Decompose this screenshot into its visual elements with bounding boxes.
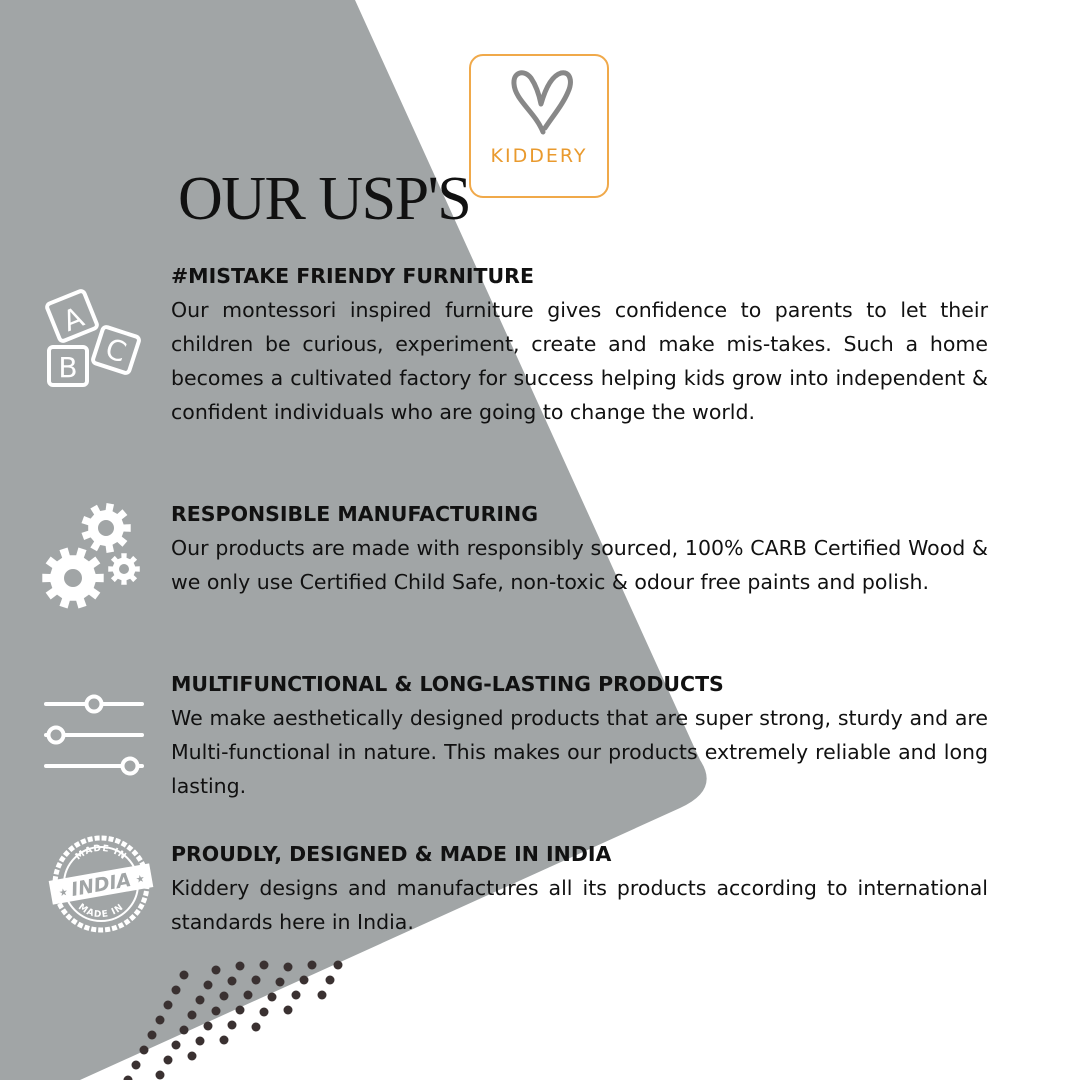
decorative-dot [180, 1026, 189, 1035]
decorative-dot [204, 1022, 213, 1031]
stamp-center-text: INDIA [69, 868, 133, 902]
usp-heading: PROUDLY, DESIGNED & MADE IN INDIA [171, 842, 612, 866]
usp-heading: #MISTAKE FRIENDY FURNITURE [171, 264, 534, 288]
decorative-dot [284, 963, 293, 972]
decorative-dot [172, 986, 181, 995]
decorative-dot [204, 981, 213, 990]
decorative-dot [228, 1021, 237, 1030]
decorative-dot [236, 1006, 245, 1015]
block-letter-c: C [101, 331, 131, 370]
decorative-dot [326, 976, 335, 985]
brand-name: KIDDERY [490, 145, 588, 167]
usp-made-in-india [171, 837, 988, 939]
usp-mistake-friendly [171, 259, 988, 429]
svg-text:MADE IN [74, 844, 128, 863]
brand-logo [469, 54, 609, 198]
decorative-dot [244, 991, 253, 1000]
usp-body: Kiddery designs and manufactures all its products according to international standards here in India. [171, 876, 988, 934]
decorative-dot [252, 1023, 261, 1032]
decorative-dot [132, 1061, 141, 1070]
gear-big-shape [42, 547, 103, 608]
heart-icon [507, 64, 575, 144]
sliders-icon [44, 692, 144, 778]
made-in-india-stamp-icon [46, 834, 156, 934]
block-letter-b: B [58, 351, 78, 384]
decorative-dot [334, 961, 343, 970]
stamp-bottom-text: MADE IN [76, 902, 126, 921]
usp-body: We make aesthetically designed products that are super strong, sturdy and are Multi-functional in nature. This makes our products extremely reliable and long lasting. [171, 706, 988, 798]
decorative-dot [236, 962, 245, 971]
gears-icon [40, 500, 144, 614]
decorative-dot [300, 976, 309, 985]
decorative-dot [220, 1036, 229, 1045]
abc-blocks-icon [40, 288, 146, 394]
usp-body: Our products are made with responsibly sourced, 100% CARB Certified Wood & we only use Certified Child Safe, non-toxic & odour free paints and polish. [171, 536, 988, 594]
page-title: OUR USP'S [178, 165, 471, 233]
decorative-dot [228, 977, 237, 986]
decorative-dot [164, 1056, 173, 1065]
decorative-dot [124, 1076, 133, 1080]
decorative-dot [276, 978, 285, 987]
decorative-dot [164, 1001, 173, 1010]
decorative-dot [268, 993, 277, 1002]
block-letter-a: A [58, 300, 89, 339]
decorative-dot [156, 1071, 165, 1080]
decorative-dot [180, 971, 189, 980]
decorative-dot [172, 1041, 181, 1050]
decorative-dot [140, 1046, 149, 1055]
svg-text:★: ★ [58, 886, 69, 900]
decorative-dot [220, 992, 229, 1001]
decorative-dot [252, 976, 261, 985]
gear-small-shape [108, 553, 140, 585]
usp-multifunctional [171, 667, 988, 803]
decorative-dot [318, 991, 327, 1000]
decorative-dot [196, 996, 205, 1005]
decorative-dot [292, 991, 301, 1000]
usp-responsible-manufacturing [171, 497, 988, 599]
decorative-dot [212, 1007, 221, 1016]
decorative-dot [212, 966, 221, 975]
decorative-dot [156, 1016, 165, 1025]
decorative-dot [196, 1037, 205, 1046]
decorative-dot [148, 1031, 157, 1040]
stamp-top-text: MADE IN [73, 843, 129, 863]
svg-text:★: ★ [134, 873, 146, 886]
decorative-dot [188, 1011, 197, 1020]
usp-body: Our montessori inspired furniture gives confidence to parents to let their children be curious, experiment, create and make mis-takes. Such a home becomes a cultivated factory for success helping kids grow into independent & confident individuals who are going to change the world. [171, 298, 988, 424]
decorative-dot [188, 1052, 197, 1061]
decorative-dot [284, 1006, 293, 1015]
decorative-dot [308, 961, 317, 970]
decorative-dot [260, 961, 269, 970]
gear-top-shape [81, 503, 130, 553]
usp-heading: MULTIFUNCTIONAL & LONG-LASTING PRODUCTS [171, 672, 724, 696]
usp-heading: RESPONSIBLE MANUFACTURING [171, 502, 539, 526]
decorative-dot [260, 1008, 269, 1017]
